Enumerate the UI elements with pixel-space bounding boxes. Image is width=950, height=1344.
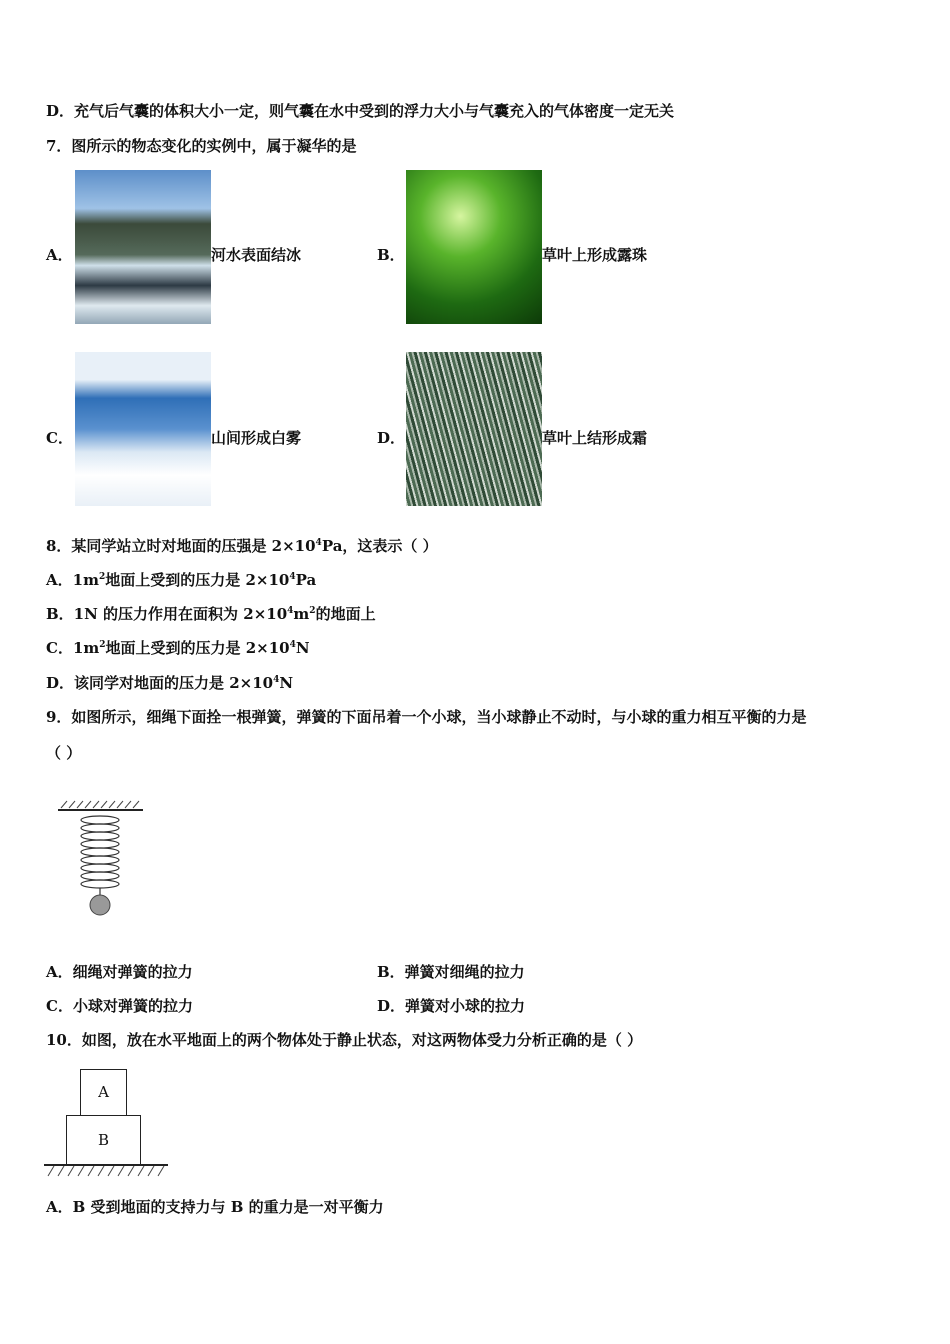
q6-option-d: D．充气后气囊的体积大小一定，则气囊在水中受到的浮力大小与气囊充入的气体密度一定无关 (46, 102, 675, 120)
t: A．1m (46, 571, 99, 589)
t: D．该同学对地面的压力是 2×10 (46, 674, 274, 692)
t: N (295, 639, 310, 657)
mountain-fog-image (75, 352, 211, 506)
t: Pa (295, 571, 317, 589)
q8-stem-b: Pa，这表示（ ） (321, 537, 438, 555)
t: 4 (289, 640, 296, 650)
t: 2 (99, 640, 106, 650)
q7-option-b-text: 草叶上形成露珠 (542, 246, 648, 264)
t: N (279, 674, 294, 692)
q9-option-a: A．细绳对弹簧的拉力 (46, 963, 193, 981)
q8-option-c (46, 638, 310, 658)
q8-option-b (46, 604, 376, 624)
q9-option-c: C．小球对弹簧的拉力 (46, 997, 193, 1015)
ground-hatch (44, 1164, 170, 1178)
q8-stem-a: 8．某同学站立时对地面的压强是 2×10 (46, 537, 316, 555)
q7-option-d-key: D． (377, 429, 406, 447)
q9-paren: （ ） (46, 744, 82, 762)
t: 地面上受到的压力是 2×10 (105, 639, 290, 657)
q9-option-b: B．弹簧对细绳的拉力 (377, 963, 525, 981)
q9-stem: 9．如图所示，细绳下面拴一根弹簧，弹簧的下面吊着一个小球，当小球静止不动时，与小球的重力相互平衡的力是 (46, 708, 807, 726)
t: m (293, 605, 310, 623)
q7-option-b-key: B． (377, 246, 405, 264)
t: 4 (289, 572, 296, 582)
q7-stem: 7．图所示的物态变化的实例中，属于凝华的是 (46, 137, 357, 155)
q8-option-a (46, 570, 316, 590)
q7-option-c-key: C． (46, 429, 73, 447)
q8-option-d (46, 673, 293, 693)
q7-option-a-text: 河水表面结冰 (211, 246, 302, 264)
spring-ball-diagram (55, 798, 150, 920)
t: 2 (309, 606, 316, 616)
dew-on-grass-image (406, 170, 542, 324)
frost-on-grass-image (406, 352, 542, 506)
block-a: A (80, 1069, 127, 1116)
q7-option-d-text: 草叶上结形成霜 (542, 429, 648, 447)
t: 2 (98, 572, 106, 582)
t: 4 (273, 675, 280, 685)
q8-exp: 4 (315, 538, 322, 548)
q8-stem (46, 536, 438, 556)
q7-option-a-key: A． (46, 246, 73, 264)
t: C．1m (46, 639, 100, 657)
t: 的地面上 (315, 605, 376, 623)
block-b: B (66, 1115, 141, 1165)
q7-option-c-text: 山间形成白雾 (211, 429, 302, 447)
q10-option-a: A．B 受到地面的支持力与 B 的重力是一对平衡力 (46, 1198, 384, 1216)
frozen-river-image (75, 170, 211, 324)
t: 4 (287, 606, 294, 616)
q10-stem: 10．如图，放在水平地面上的两个物体处于静止状态，对这两物体受力分析正确的是（ ） (46, 1031, 643, 1049)
q9-option-d: D．弹簧对小球的拉力 (377, 997, 526, 1015)
t: 地面上受到的压力是 2×10 (105, 571, 290, 589)
t: B．1N 的压力作用在面积为 2×10 (46, 605, 288, 623)
